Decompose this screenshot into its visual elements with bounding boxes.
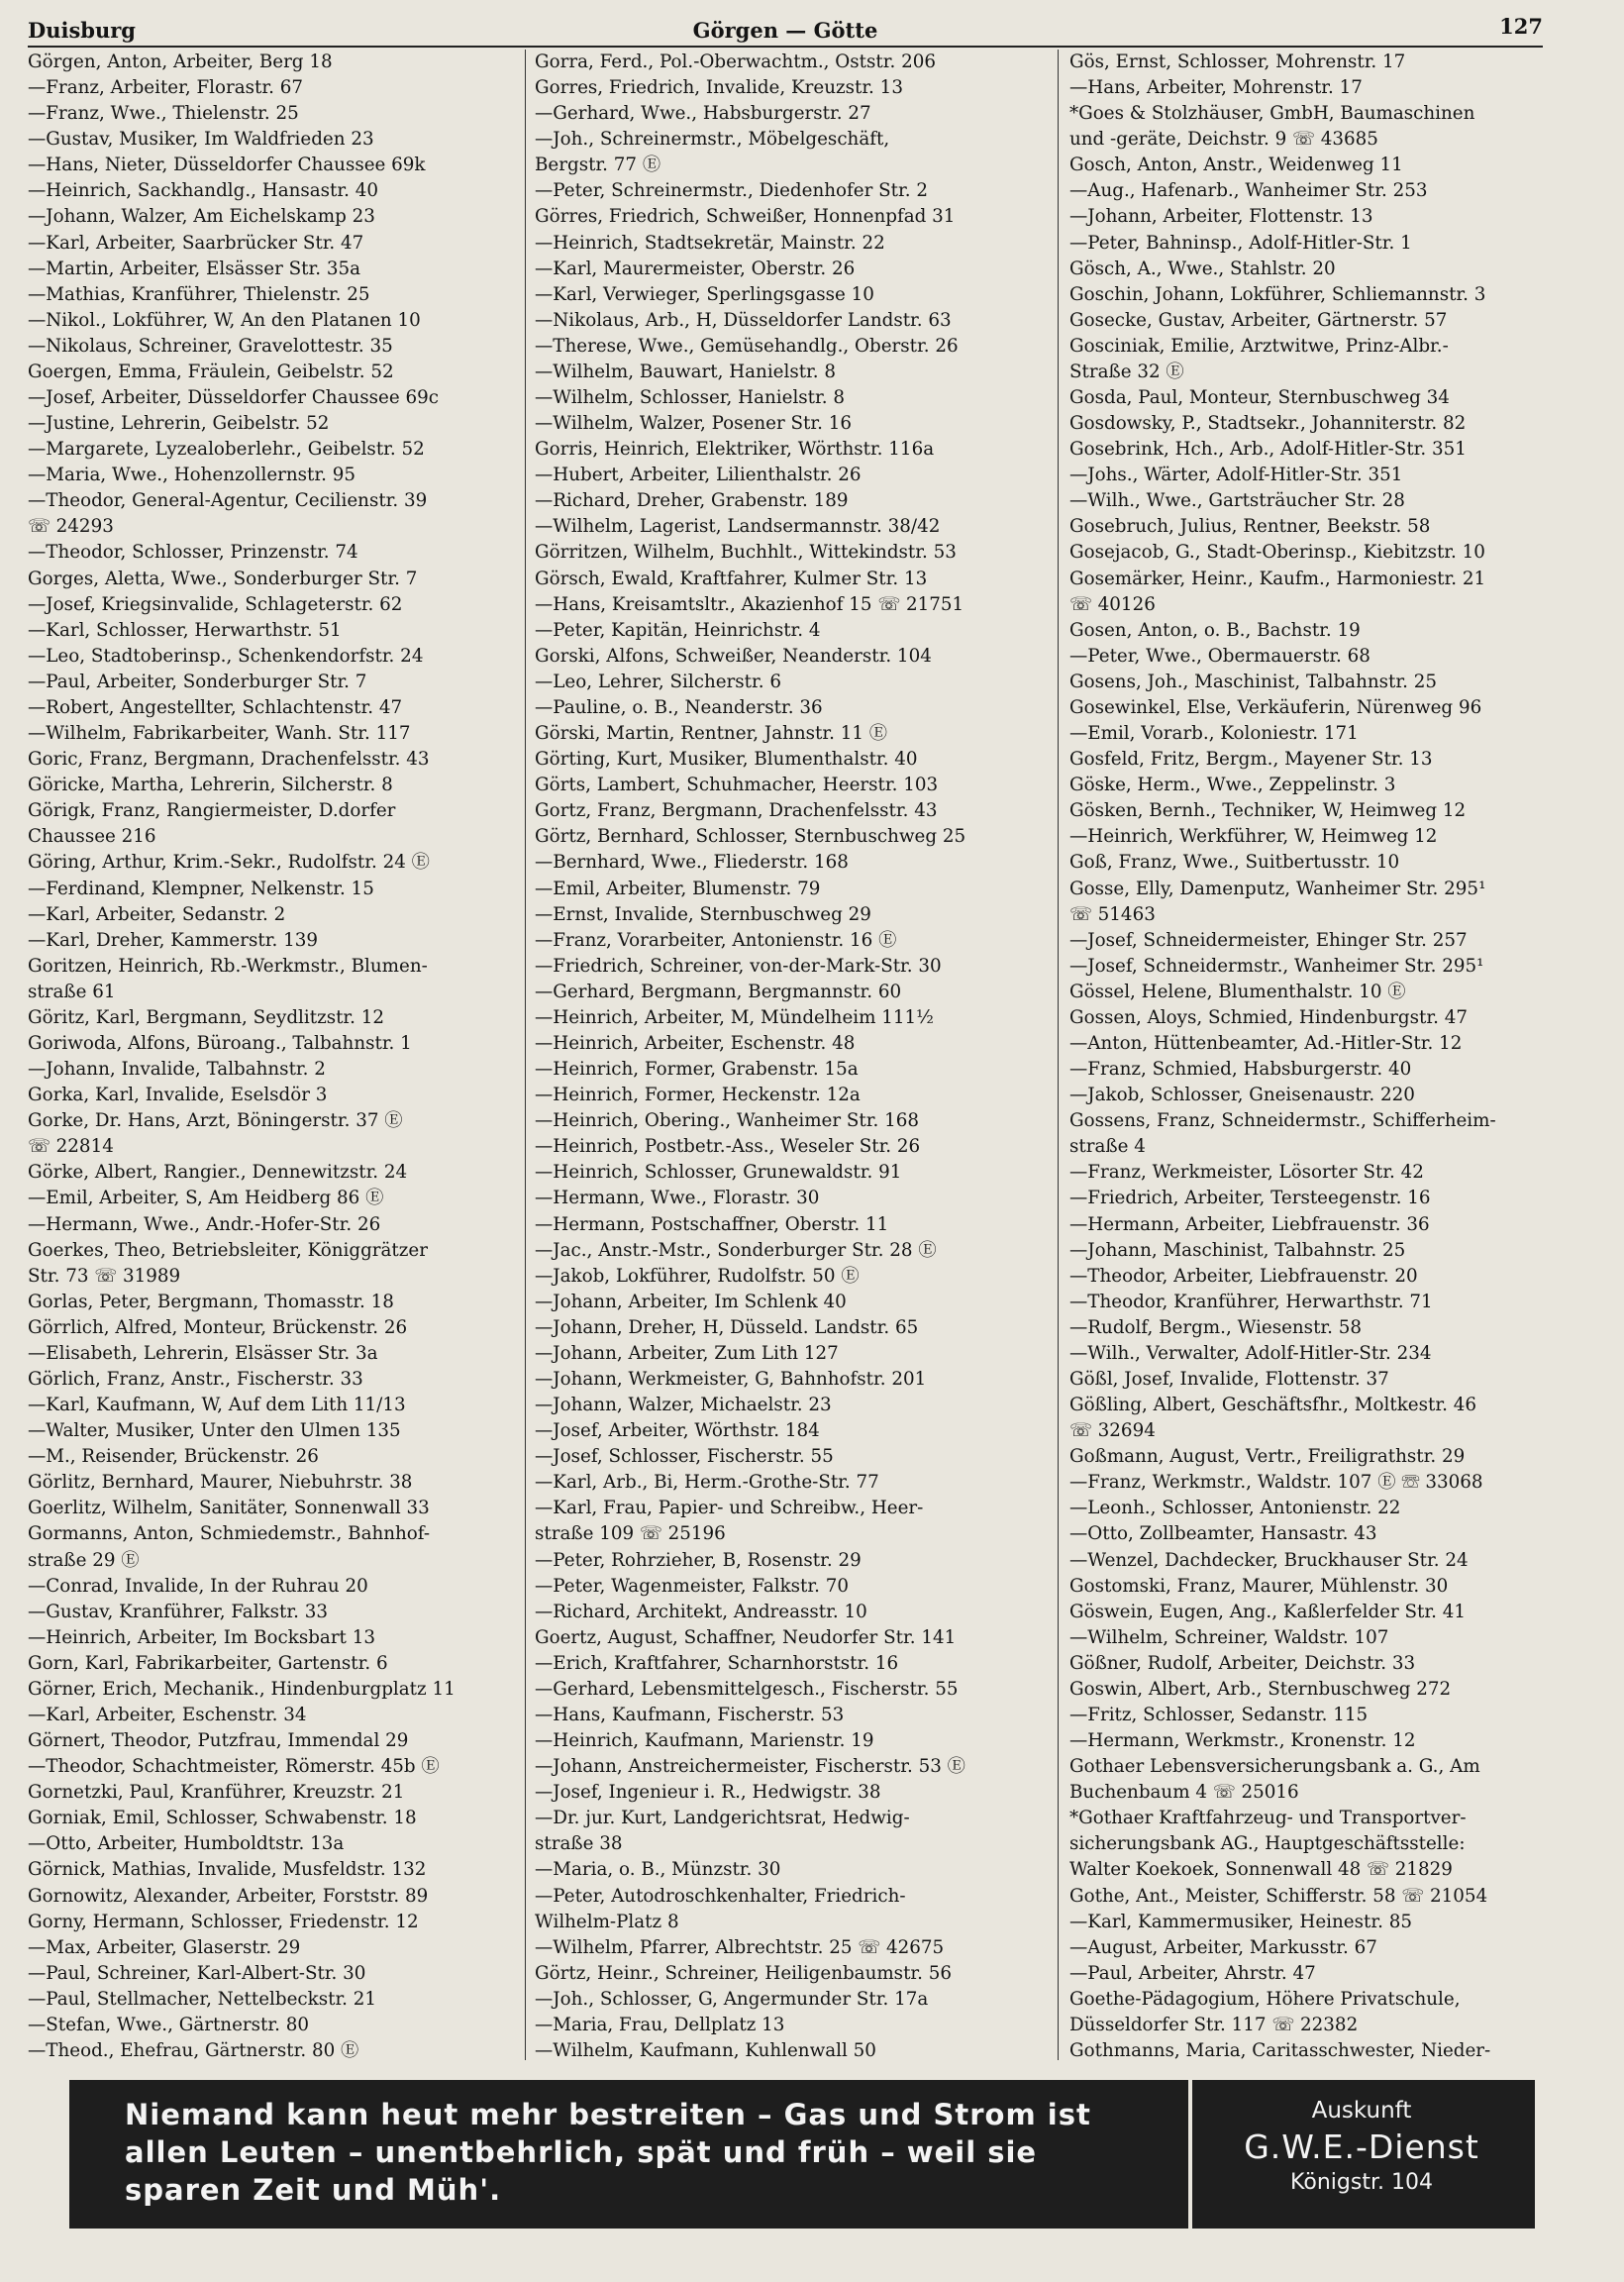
directory-entry: —Franz, Arbeiter, Florastr. 67 — [28, 77, 303, 99]
directory-entry: Görlich, Franz, Anstr., Fischerstr. 33 — [28, 1368, 363, 1390]
directory-entry: Gös, Ernst, Schlosser, Mohrenstr. 17 — [1069, 52, 1406, 72]
directory-entry: —August, Arbeiter, Markusstr. 67 — [1069, 1936, 1377, 1958]
directory-entry: Gostomski, Franz, Maurer, Mühlenstr. 30 — [1069, 1575, 1449, 1597]
directory-entry: Görres, Friedrich, Schweißer, Honnenpfad 31 — [535, 206, 956, 228]
directory-entry: Gößl, Josef, Invalide, Flottenstr. 37 — [1069, 1368, 1389, 1390]
directory-entry: Gormanns, Anton, Schmiedemstr., Bahnhof- — [28, 1523, 431, 1545]
ad-slogan-line: sparen Zeit und Müh'. — [125, 2173, 502, 2207]
directory-entry: Göritz, Karl, Bergmann, Seydlitzstr. 12 — [28, 1006, 385, 1028]
ad-box-name: G.W.E.-Dienst — [1244, 2127, 1479, 2166]
directory-entry: —Hans, Nieter, Düsseldorfer Chaussee 69k — [28, 155, 426, 176]
directory-entry: Gorlas, Peter, Bergmann, Thomasstr. 18 — [28, 1291, 394, 1312]
directory-entry: —Theodor, Schachtmeister, Römerstr. 45b Ⓔ — [28, 1756, 440, 1778]
directory-columns — [28, 50, 1545, 2060]
directory-entry: —Wilhelm, Fabrikarbeiter, Wanh. Str. 117 — [28, 723, 411, 745]
directory-entry: —Johs., Wärter, Adolf-Hitler-Str. 351 — [1069, 465, 1403, 486]
directory-entry: Düsseldorfer Str. 117 ☏ 22382 — [1069, 2014, 1359, 2035]
directory-entry: Goethe-Pädagogium, Höhere Privatschule, — [1069, 1988, 1461, 2010]
directory-entry: —Karl, Arbeiter, Sedanstr. 2 — [28, 903, 286, 925]
directory-entry: Gosebrink, Hch., Arb., Adolf-Hitler-Str. 351 — [1069, 439, 1467, 461]
directory-entry: —Franz, Werkmstr., Waldstr. 107 Ⓔ ☏ 33068 — [1069, 1472, 1483, 1494]
directory-entry: Görke, Albert, Rangier., Dennewitzstr. 24 — [28, 1162, 408, 1184]
directory-entry: —Pauline, o. B., Neanderstr. 36 — [535, 696, 823, 718]
directory-entry: —Hermann, Wwe., Florastr. 30 — [535, 1188, 820, 1209]
directory-entry: —Heinrich, Sackhandlg., Hansastr. 40 — [28, 180, 378, 202]
directory-entry: Gorski, Alfons, Schweißer, Neanderstr. 104 — [535, 645, 932, 667]
directory-entry: Görgen, Anton, Arbeiter, Berg 18 — [28, 52, 333, 72]
directory-entry: Göske, Herm., Wwe., Zeppelinstr. 3 — [1069, 775, 1396, 796]
directory-entry: —Heinrich, Postbetr.-Ass., Weseler Str. 26 — [535, 1136, 921, 1158]
directory-entry: Walter Koekoek, Sonnenwall 48 ☏ 21829 — [1069, 1859, 1453, 1881]
directory-entry: —Paul, Schreiner, Karl-Albert-Str. 30 — [28, 1962, 366, 1984]
city-heading: Duisburg — [28, 18, 136, 43]
directory-entry: —Maria, Wwe., Hohenzollernstr. 95 — [28, 465, 356, 486]
directory-entry: straße 29 Ⓔ — [28, 1549, 140, 1571]
directory-entry: Görnert, Theodor, Putzfrau, Immendal 29 — [28, 1730, 409, 1752]
ad-info-box — [1208, 2096, 1515, 2197]
directory-entry: Goerlitz, Wilhelm, Sanitäter, Sonnenwall 33 — [28, 1498, 430, 1519]
directory-entry: —Heinrich, Kaufmann, Marienstr. 19 — [535, 1730, 874, 1752]
directory-entry: —Peter, Autodroschkenhalter, Friedrich- — [535, 1885, 906, 1907]
directory-entry: —Paul, Arbeiter, Ahrstr. 47 — [1069, 1962, 1316, 1984]
directory-entry: Gothe, Ant., Meister, Schifferstr. 58 ☏ 21054 — [1069, 1885, 1488, 1907]
directory-column-1 — [28, 50, 526, 2060]
directory-entry: Gossen, Aloys, Schmied, Hindenburgstr. 47 — [1069, 1006, 1468, 1028]
directory-entry: —Johann, Anstreichermeister, Fischerstr. 53 Ⓔ — [535, 1756, 965, 1778]
directory-entry: —Gerhard, Bergmann, Bergmannstr. 60 — [535, 981, 902, 1002]
directory-entry: Gorra, Ferd., Pol.-Oberwachtm., Oststr. 206 — [535, 52, 936, 72]
directory-entry: Gosdowsky, P., Stadtsekr., Johanniterstr. 82 — [1069, 413, 1467, 435]
directory-entry: —Joh., Schlosser, G, Angermunder Str. 17a — [535, 1988, 929, 2010]
directory-entry: Görritzen, Wilhelm, Buchhlt., Wittekindstr. 53 — [535, 542, 957, 564]
directory-entry: —Nikol., Lokführer, W, An den Platanen 10 — [28, 309, 421, 331]
ad-box-address: Königstr. 104 — [1290, 2170, 1433, 2195]
directory-entry: Gosse, Elly, Damenputz, Wanheimer Str. 295¹ — [1069, 878, 1486, 899]
directory-entry: Görrlich, Alfred, Monteur, Brückenstr. 26 — [28, 1316, 408, 1338]
directory-entry: —Karl, Kaufmann, W, Auf dem Lith 11/13 — [28, 1395, 406, 1416]
directory-entry: —Gerhard, Wwe., Habsburgerstr. 27 — [535, 103, 871, 125]
directory-entry: —Karl, Schlosser, Herwarthstr. 51 — [28, 619, 342, 641]
directory-entry: straße 61 — [28, 981, 116, 1002]
directory-entry: Gosecke, Gustav, Arbeiter, Gärtnerstr. 57 — [1069, 309, 1448, 331]
directory-entry: Goritzen, Heinrich, Rb.-Werkmstr., Blumen- — [28, 955, 428, 977]
ad-divider — [1188, 2080, 1192, 2229]
directory-entry: —Gustav, Kranführer, Falkstr. 33 — [28, 1601, 328, 1622]
directory-entry: —Johann, Invalide, Talbahnstr. 2 — [28, 1059, 326, 1081]
directory-entry: Gösken, Bernh., Techniker, W, Heimweg 12 — [1069, 800, 1467, 822]
directory-entry: —Wilhelm, Schlosser, Hanielstr. 8 — [535, 387, 846, 409]
directory-entry: —Josef, Schneidermeister, Ehinger Str. 257 — [1069, 929, 1468, 951]
directory-entry: —Martin, Arbeiter, Elsässer Str. 35a — [28, 258, 361, 279]
directory-entry: Gortz, Franz, Bergmann, Drachenfelsstr. 43 — [535, 800, 938, 822]
directory-entry: Gothmanns, Maria, Caritasschwester, Nieder- — [1069, 2040, 1491, 2060]
directory-entry: —Mathias, Kranführer, Thielenstr. 25 — [28, 283, 370, 305]
directory-entry: Gösch, A., Wwe., Stahlstr. 20 — [1069, 258, 1336, 279]
directory-entry: —Wilhelm, Bauwart, Hanielstr. 8 — [535, 361, 837, 382]
directory-entry: —Hermann, Wwe., Andr.-Hofer-Str. 26 — [28, 1213, 381, 1235]
directory-entry: Gorges, Aletta, Wwe., Sonderburger Str. 7 — [28, 568, 418, 589]
directory-entry: —Hans, Kreisamtsltr., Akazienhof 15 ☏ 21751 — [535, 593, 964, 615]
directory-entry: Goswin, Albert, Arb., Sternbuschweg 272 — [1069, 1678, 1452, 1700]
directory-entry: —Friedrich, Arbeiter, Tersteegenstr. 16 — [1069, 1188, 1431, 1209]
directory-entry: —Robert, Angestellter, Schlachtenstr. 47 — [28, 696, 403, 718]
directory-entry: —Karl, Maurermeister, Oberstr. 26 — [535, 258, 856, 279]
directory-entry: —Franz, Schmied, Habsburgerstr. 40 — [1069, 1059, 1412, 1081]
directory-entry: Gosciniak, Emilie, Arztwitwe, Prinz-Albr.- — [1069, 335, 1449, 357]
directory-entry: —Bernhard, Wwe., Fliederstr. 168 — [535, 852, 849, 874]
directory-entry: Gosfeld, Fritz, Bergm., Mayener Str. 13 — [1069, 749, 1433, 771]
directory-entry: —Emil, Vorarb., Koloniestr. 171 — [1069, 723, 1359, 745]
directory-entry: Görtz, Bernhard, Schlosser, Sternbuschweg 25 — [535, 826, 966, 848]
directory-entry: Görski, Martin, Rentner, Jahnstr. 11 Ⓔ — [535, 723, 888, 745]
directory-entry: —Wilh., Verwalter, Adolf-Hitler-Str. 234 — [1069, 1342, 1432, 1364]
directory-entry: —Justine, Lehrerin, Geibelstr. 52 — [28, 413, 330, 435]
directory-entry: —Josef, Schlosser, Fischerstr. 55 — [535, 1446, 834, 1468]
directory-entry: —Heinrich, Stadtsekretär, Mainstr. 22 — [535, 232, 885, 254]
directory-entry: Görting, Kurt, Musiker, Blumenthalstr. 40 — [535, 749, 918, 771]
directory-entry: —Leo, Stadtoberinsp., Schenkendorfstr. 24 — [28, 645, 424, 667]
directory-entry: —Conrad, Invalide, In der Ruhrau 20 — [28, 1575, 368, 1597]
directory-entry: —Peter, Kapitän, Heinrichstr. 4 — [535, 619, 821, 641]
directory-entry: Görnick, Mathias, Invalide, Musfeldstr. 132 — [28, 1859, 427, 1881]
directory-entry: Görsch, Ewald, Kraftfahrer, Kulmer Str. 13 — [535, 568, 928, 589]
directory-entry: Gossens, Franz, Schneidermstr., Schifferheim- — [1069, 1110, 1496, 1132]
directory-entry: Gosens, Joh., Maschinist, Talbahnstr. 25 — [1069, 671, 1437, 692]
directory-entry: —Johann, Walzer, Michaelstr. 23 — [535, 1395, 832, 1416]
directory-entry: —Aug., Hafenarb., Wanheimer Str. 253 — [1069, 180, 1428, 202]
directory-entry: —Max, Arbeiter, Glaserstr. 29 — [28, 1936, 301, 1958]
directory-entry: Goergen, Emma, Fräulein, Geibelstr. 52 — [28, 361, 394, 382]
directory-entry: —Hubert, Arbeiter, Lilienthalstr. 26 — [535, 465, 862, 486]
directory-entry: Gorres, Friedrich, Invalide, Kreuzstr. 13 — [535, 77, 903, 99]
directory-entry: —Wilh., Wwe., Gartsträucher Str. 28 — [1069, 490, 1405, 512]
ad-slogan-line: Niemand kann heut mehr bestreiten – Gas und Strom ist — [125, 2098, 1091, 2131]
directory-entry: —Peter, Wagenmeister, Falkstr. 70 — [535, 1575, 849, 1597]
directory-entry: Gosen, Anton, o. B., Bachstr. 19 — [1069, 619, 1361, 641]
directory-entry: —Karl, Arb., Bi, Herm.-Grothe-Str. 77 — [535, 1472, 879, 1494]
directory-entry: —Peter, Bahninsp., Adolf-Hitler-Str. 1 — [1069, 232, 1412, 254]
directory-entry: —Therese, Wwe., Gemüsehandlg., Oberstr. 26 — [535, 335, 959, 357]
directory-entry: —Wilhelm, Pfarrer, Albrechtstr. 25 ☏ 42675 — [535, 1936, 945, 1958]
directory-entry: —Rudolf, Bergm., Wiesenstr. 58 — [1069, 1316, 1363, 1338]
directory-entry: —Wenzel, Dachdecker, Bruckhauser Str. 24 — [1069, 1549, 1469, 1571]
directory-column-3 — [1069, 50, 1545, 2060]
directory-entry: Gornetzki, Paul, Kranführer, Kreuzstr. 21 — [28, 1782, 405, 1804]
directory-entry: —Franz, Vorarbeiter, Antonienstr. 16 Ⓔ — [535, 929, 897, 951]
directory-entry: —Theodor, Arbeiter, Liebfrauenstr. 20 — [1069, 1265, 1418, 1287]
directory-entry: Buchenbaum 4 ☏ 25016 — [1069, 1782, 1299, 1804]
directory-entry: Gosejacob, G., Stadt-Oberinsp., Kiebitzstr. 10 — [1069, 542, 1485, 564]
directory-entry: Görigk, Franz, Rangiermeister, D.dorfer — [28, 800, 396, 822]
directory-entry: —Johann, Dreher, H, Düsseld. Landstr. 65 — [535, 1316, 919, 1338]
directory-entry: —Paul, Arbeiter, Sonderburger Str. 7 — [28, 671, 367, 692]
directory-entry: —Josef, Kriegsinvalide, Schlageterstr. 62 — [28, 593, 403, 615]
directory-entry: —Wilhelm, Lagerist, Landsermannstr. 38/42 — [535, 516, 941, 538]
directory-entry: *Goes & Stolzhäuser, GmbH, Baumaschinen — [1069, 103, 1475, 125]
directory-entry: —Heinrich, Arbeiter, Eschenstr. 48 — [535, 1032, 856, 1054]
directory-entry: —Peter, Schreinermstr., Diedenhofer Str. 2 — [535, 180, 928, 202]
directory-entry: ☏ 32694 — [1069, 1420, 1156, 1442]
directory-entry: Goertz, August, Schaffner, Neudorfer Str. 141 — [535, 1626, 957, 1648]
directory-entry: Goric, Franz, Bergmann, Drachenfelsstr. 43 — [28, 749, 430, 771]
directory-entry: —Nikolaus, Schreiner, Gravelottestr. 35 — [28, 335, 393, 357]
directory-entry: —Paul, Stellmacher, Nettelbeckstr. 21 — [28, 1988, 377, 2010]
directory-entry: —Karl, Frau, Papier- und Schreibw., Heer- — [535, 1498, 924, 1519]
directory-entry: —Otto, Arbeiter, Humboldtstr. 13a — [28, 1833, 345, 1855]
directory-entry: Gorniak, Emil, Schlosser, Schwabenstr. 18 — [28, 1808, 417, 1829]
directory-entry: Göricke, Martha, Lehrerin, Silcherstr. 8 — [28, 775, 393, 796]
directory-entry: —Fritz, Schlosser, Sedanstr. 115 — [1069, 1705, 1369, 1725]
directory-entry: —Wilhelm, Walzer, Posener Str. 16 — [535, 413, 852, 435]
directory-entry: ☏ 40126 — [1069, 593, 1156, 615]
directory-entry: Gössel, Helene, Blumenthalstr. 10 Ⓔ — [1069, 981, 1406, 1002]
directory-entry: —Heinrich, Arbeiter, Im Bocksbart 13 — [28, 1626, 375, 1648]
directory-entry: Straße 32 Ⓔ — [1069, 361, 1184, 382]
page-number: 127 — [1499, 14, 1543, 39]
directory-entry: Gößner, Rudolf, Arbeiter, Deichstr. 33 — [1069, 1652, 1416, 1674]
directory-entry: Görlitz, Bernhard, Maurer, Niebuhrstr. 38 — [28, 1472, 413, 1494]
directory-entry: —Ferdinand, Klempner, Nelkenstr. 15 — [28, 878, 374, 899]
directory-entry: —Josef, Arbeiter, Wörthstr. 184 — [535, 1420, 820, 1442]
directory-entry: Chaussee 216 — [28, 826, 156, 848]
directory-entry: —Jac., Anstr.-Mstr., Sonderburger Str. 28 Ⓔ — [535, 1239, 937, 1261]
directory-entry: straße 38 — [535, 1833, 623, 1855]
directory-entry: Goschin, Johann, Lokführer, Schliemannstr. 3 — [1069, 283, 1486, 305]
directory-entry: Gorny, Hermann, Schlosser, Friedenstr. 12 — [28, 1911, 419, 1932]
directory-entry: —Johann, Werkmeister, G, Bahnhofstr. 201 — [535, 1368, 927, 1390]
directory-entry: Str. 73 ☏ 31989 — [28, 1265, 181, 1287]
directory-entry: —Heinrich, Arbeiter, M, Mündelheim 111½ — [535, 1006, 934, 1028]
directory-entry: —Wilhelm, Schreiner, Waldstr. 107 — [1069, 1626, 1389, 1648]
directory-entry: —Johann, Arbeiter, Flottenstr. 13 — [1069, 206, 1373, 228]
directory-entry: —Josef, Schneidermstr., Wanheimer Str. 295¹ — [1069, 955, 1484, 977]
directory-entry: Göswein, Eugen, Ang., Kaßlerfelder Str. 41 — [1069, 1601, 1467, 1622]
directory-entry: —M., Reisender, Brückenstr. 26 — [28, 1446, 319, 1468]
directory-entry: Görts, Lambert, Schuhmacher, Heerstr. 103 — [535, 775, 939, 796]
directory-entry: —Emil, Arbeiter, Blumenstr. 79 — [535, 878, 821, 899]
directory-entry: —Karl, Kammermusiker, Heinestr. 85 — [1069, 1911, 1412, 1932]
directory-entry: Gorke, Dr. Hans, Arzt, Böningerstr. 37 Ⓔ — [28, 1110, 403, 1132]
directory-entry: Goerkes, Theo, Betriebsleiter, Königgrätzer — [28, 1239, 428, 1261]
directory-entry: ☏ 24293 — [28, 516, 114, 538]
directory-entry: —Dr. jur. Kurt, Landgerichtsrat, Hedwig- — [535, 1808, 910, 1829]
directory-entry: —Richard, Dreher, Grabenstr. 189 — [535, 490, 849, 512]
directory-entry: —Jakob, Schlosser, Gneisenaustr. 220 — [1069, 1085, 1415, 1106]
directory-column-2 — [535, 50, 1059, 2060]
directory-entry: —Heinrich, Former, Grabenstr. 15a — [535, 1059, 859, 1081]
directory-entry: —Karl, Arbeiter, Saarbrücker Str. 47 — [28, 232, 364, 254]
directory-entry: Gosemärker, Heinr., Kaufm., Harmoniestr. 21 — [1069, 568, 1486, 589]
directory-entry: —Richard, Architekt, Andreasstr. 10 — [535, 1601, 867, 1622]
directory-entry: Gosda, Paul, Monteur, Sternbuschweg 34 — [1069, 387, 1450, 409]
directory-entry: —Erich, Kraftfahrer, Scharnhorststr. 16 — [535, 1652, 899, 1674]
directory-entry: —Nikolaus, Arb., H, Düsseldorfer Landstr. 63 — [535, 309, 952, 331]
directory-entry: ☏ 22814 — [28, 1136, 114, 1158]
directory-entry: —Elisabeth, Lehrerin, Elsässer Str. 3a — [28, 1342, 378, 1364]
directory-entry: —Jakob, Lokführer, Rudolfstr. 50 Ⓔ — [535, 1265, 860, 1287]
directory-entry: Gosebruch, Julius, Rentner, Beekstr. 58 — [1069, 516, 1431, 538]
directory-entry: —Heinrich, Werkführer, W, Heimweg 12 — [1069, 826, 1438, 848]
directory-entry: —Karl, Dreher, Kammerstr. 139 — [28, 929, 318, 951]
directory-entry: —Heinrich, Schlosser, Grunewaldstr. 91 — [535, 1162, 902, 1184]
directory-entry: —Peter, Rohrzieher, B, Rosenstr. 29 — [535, 1549, 862, 1571]
directory-entry: —Friedrich, Schreiner, von-der-Mark-Str. 30 — [535, 955, 942, 977]
directory-entry: —Josef, Arbeiter, Düsseldorfer Chaussee 69c — [28, 387, 439, 409]
directory-entry: —Emil, Arbeiter, S, Am Heidberg 86 Ⓔ — [28, 1188, 384, 1209]
directory-entry: —Theodor, General-Agentur, Cecilienstr. 39 — [28, 490, 428, 512]
directory-entry: —Margarete, Lyzealoberlehr., Geibelstr. 52 — [28, 439, 425, 461]
directory-entry: —Ernst, Invalide, Sternbuschweg 29 — [535, 903, 871, 925]
directory-entry: ☏ 51463 — [1069, 903, 1156, 925]
directory-entry: —Stefan, Wwe., Gärtnerstr. 80 — [28, 2014, 309, 2035]
directory-entry: Göring, Arthur, Krim.-Sekr., Rudolfstr. 24 Ⓔ — [28, 852, 430, 874]
directory-entry: Gorn, Karl, Fabrikarbeiter, Gartenstr. 6 — [28, 1652, 388, 1674]
directory-entry: —Heinrich, Obering., Wanheimer Str. 168 — [535, 1110, 920, 1132]
directory-entry: straße 4 — [1069, 1136, 1146, 1158]
directory-entry: straße 109 ☏ 25196 — [535, 1523, 726, 1545]
directory-entry: —Leo, Lehrer, Silcherstr. 6 — [535, 671, 782, 692]
directory-entry: —Wilhelm, Kaufmann, Kuhlenwall 50 — [535, 2040, 876, 2060]
directory-entry: —Josef, Ingenieur i. R., Hedwigstr. 38 — [535, 1782, 881, 1804]
directory-entry: —Hans, Arbeiter, Mohrenstr. 17 — [1069, 77, 1363, 99]
directory-entry: —Otto, Zollbeamter, Hansastr. 43 — [1069, 1523, 1377, 1545]
directory-entry: —Franz, Wwe., Thielenstr. 25 — [28, 103, 299, 125]
directory-entry: —Hermann, Arbeiter, Liebfrauenstr. 36 — [1069, 1213, 1430, 1235]
directory-entry: —Theodor, Schlosser, Prinzenstr. 74 — [28, 542, 358, 564]
directory-entry: —Peter, Wwe., Obermauerstr. 68 — [1069, 645, 1370, 667]
directory-entry: Wilhelm-Platz 8 — [535, 1911, 679, 1932]
directory-entry: Gorris, Heinrich, Elektriker, Wörthstr. 116a — [535, 439, 935, 461]
directory-entry: Gothaer Lebensversicherungsbank a. G., Am — [1069, 1756, 1480, 1778]
directory-entry: —Heinrich, Former, Heckenstr. 12a — [535, 1085, 861, 1106]
directory-entry: —Karl, Verwieger, Sperlingsgasse 10 — [535, 283, 874, 305]
directory-entry: sicherungsbank AG., Hauptgeschäftsstelle: — [1069, 1833, 1466, 1855]
ad-slogan — [125, 2096, 1174, 2209]
directory-entry: —Hermann, Werkmstr., Kronenstr. 12 — [1069, 1730, 1416, 1752]
directory-entry: —Gerhard, Lebensmittelgesch., Fischerstr. 55 — [535, 1678, 959, 1700]
directory-entry: —Johann, Maschinist, Talbahnstr. 25 — [1069, 1239, 1406, 1261]
directory-entry: —Franz, Werkmeister, Lösorter Str. 42 — [1069, 1162, 1424, 1184]
directory-entry: —Johann, Arbeiter, Im Schlenk 40 — [535, 1291, 847, 1312]
page-header — [28, 12, 1543, 48]
ad-slogan-line: allen Leuten – unentbehrlich, spät und früh – weil sie — [125, 2135, 1038, 2169]
directory-entry: —Maria, o. B., Münzstr. 30 — [535, 1859, 781, 1881]
directory-entry: —Johann, Walzer, Am Eichelskamp 23 — [28, 206, 375, 228]
directory-entry: Goriwoda, Alfons, Büroang., Talbahnstr. 1 — [28, 1032, 412, 1054]
directory-entry: —Anton, Hüttenbeamter, Ad.-Hitler-Str. 12 — [1069, 1032, 1463, 1054]
directory-entry: und -geräte, Deichstr. 9 ☏ 43685 — [1069, 129, 1378, 151]
directory-entry: Görtz, Heinr., Schreiner, Heiligenbaumstr. 56 — [535, 1962, 953, 1984]
directory-entry: —Maria, Frau, Dellplatz 13 — [535, 2014, 785, 2035]
name-range-heading: Görgen — Götte — [692, 18, 878, 43]
directory-entry: —Walter, Musiker, Unter den Ulmen 135 — [28, 1420, 401, 1442]
directory-entry: —Hermann, Postschaffner, Oberstr. 11 — [535, 1213, 889, 1235]
directory-entry: —Joh., Schreinermstr., Möbelgeschäft, — [535, 129, 890, 151]
directory-entry: Görner, Erich, Mechanik., Hindenburgplatz 11 — [28, 1678, 456, 1700]
ad-box-title: Auskunft — [1311, 2098, 1412, 2124]
directory-entry: —Johann, Arbeiter, Zum Lith 127 — [535, 1342, 839, 1364]
directory-entry: —Gustav, Musiker, Im Waldfrieden 23 — [28, 129, 374, 151]
directory-entry: —Leonh., Schlosser, Antonienstr. 22 — [1069, 1498, 1401, 1519]
directory-entry: —Karl, Arbeiter, Eschenstr. 34 — [28, 1705, 307, 1725]
directory-entry: —Hans, Kaufmann, Fischerstr. 53 — [535, 1705, 845, 1725]
directory-entry: Bergstr. 77 Ⓔ — [535, 155, 661, 176]
directory-entry: —Theodor, Kranführer, Herwarthstr. 71 — [1069, 1291, 1433, 1312]
directory-entry: Gornowitz, Alexander, Arbeiter, Forststr. 89 — [28, 1885, 429, 1907]
directory-entry: Goßmann, August, Vertr., Freiligrathstr. 29 — [1069, 1446, 1466, 1468]
advertisement-banner — [69, 2080, 1535, 2229]
directory-entry: Gosewinkel, Else, Verkäuferin, Nürenweg 96 — [1069, 696, 1482, 718]
directory-entry: Gorka, Karl, Invalide, Eselsdör 3 — [28, 1085, 328, 1106]
directory-entry: Goß, Franz, Wwe., Suitbertusstr. 10 — [1069, 852, 1400, 874]
directory-entry: Gosch, Anton, Anstr., Weidenweg 11 — [1069, 155, 1403, 176]
directory-entry: —Theod., Ehefrau, Gärtnerstr. 80 Ⓔ — [28, 2040, 359, 2060]
directory-entry: Gößling, Albert, Geschäftsfhr., Moltkestr. 46 — [1069, 1395, 1476, 1416]
directory-entry: *Gothaer Kraftfahrzeug- und Transportver- — [1069, 1808, 1467, 1829]
